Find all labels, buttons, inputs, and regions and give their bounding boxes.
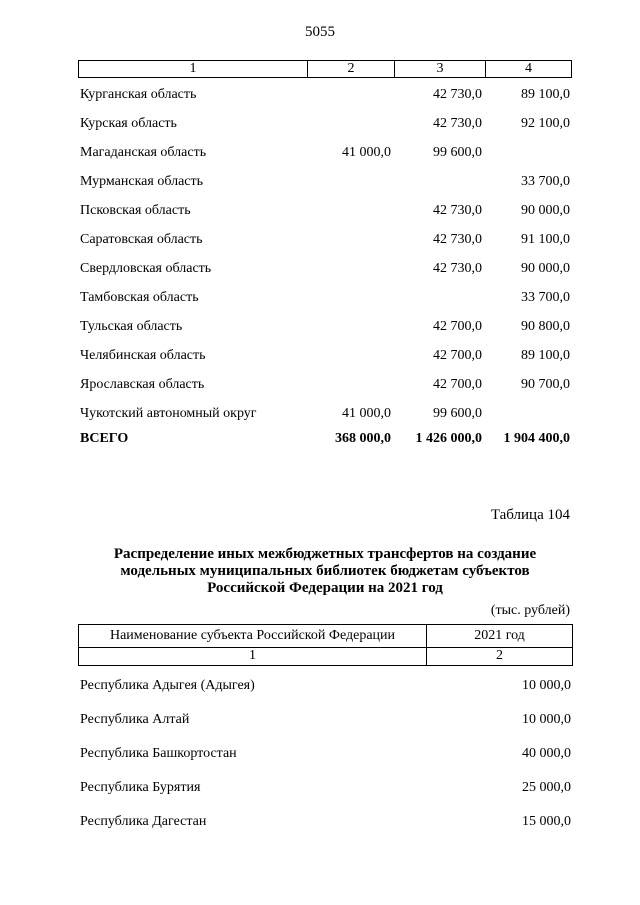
- total-col-3: 1 426 000,0: [415, 431, 482, 446]
- amount-value: 40 000,0: [522, 746, 571, 761]
- total-col-2: 368 000,0: [335, 431, 391, 446]
- value-col-2: 41 000,0: [342, 406, 391, 421]
- amount-value: 25 000,0: [522, 780, 571, 795]
- value-col-2: 41 000,0: [342, 145, 391, 160]
- region-name: Чукотский автономный округ: [80, 406, 257, 421]
- column-header-subject: Наименование субъекта Российской Федерации: [79, 625, 427, 647]
- value-col-4: 33 700,0: [521, 174, 570, 189]
- amount-value: 10 000,0: [522, 712, 571, 727]
- region-name: Курганская область: [80, 87, 197, 102]
- subject-name: Республика Адыгея (Адыгея): [80, 678, 255, 693]
- total-label: ВСЕГО: [80, 431, 129, 446]
- value-col-3: 99 600,0: [433, 406, 482, 421]
- table-row: [78, 810, 573, 844]
- table-row: [78, 371, 572, 400]
- value-col-4: 90 800,0: [521, 319, 570, 334]
- column-header-year: 2021 год: [474, 628, 525, 643]
- region-name: Псковская область: [80, 203, 191, 218]
- table-row: [78, 674, 573, 708]
- page-number: 5055: [305, 24, 335, 40]
- value-col-3: 42 700,0: [433, 319, 482, 334]
- table-title: [60, 546, 590, 597]
- column-number-1: 1: [79, 648, 427, 665]
- column-number-2: 2: [496, 648, 503, 663]
- table-row: [78, 226, 572, 255]
- value-col-4: 91 100,0: [521, 232, 570, 247]
- table1-col-3-number: 3: [395, 61, 486, 77]
- value-col-3: 42 700,0: [433, 348, 482, 363]
- table-row: [78, 284, 572, 313]
- table-row: [78, 110, 572, 139]
- amount-value: 10 000,0: [522, 678, 571, 693]
- table2-body: [78, 674, 573, 844]
- table-row: [78, 255, 572, 284]
- region-name: Мурманская область: [80, 174, 204, 189]
- region-name: Свердловская область: [80, 261, 212, 276]
- value-col-4: 90 000,0: [521, 203, 570, 218]
- table1-col-2-number: 2: [308, 61, 395, 77]
- region-name: Тульская область: [80, 319, 183, 334]
- value-col-4: 90 000,0: [521, 261, 570, 276]
- table-row: [78, 313, 572, 342]
- value-col-3: 42 730,0: [433, 261, 482, 276]
- table-title-line: Российской Федерации на 2021 год: [207, 580, 443, 596]
- value-col-3: 99 600,0: [433, 145, 482, 160]
- table2-column-numbers-row: [79, 647, 572, 665]
- table-row: [78, 168, 572, 197]
- table-row: [78, 139, 572, 168]
- region-name: Магаданская область: [80, 145, 207, 160]
- table-row: [78, 400, 572, 429]
- subject-name: Республика Дагестан: [80, 814, 207, 829]
- region-name: Курская область: [80, 116, 177, 131]
- table-title-line: Распределение иных межбюджетных трансфертов на создание: [113, 546, 537, 562]
- table-row: [78, 81, 572, 110]
- value-col-3: 42 730,0: [433, 116, 482, 131]
- subject-name: Республика Башкортостан: [80, 746, 237, 761]
- value-col-3: 42 730,0: [433, 203, 482, 218]
- subject-name: Республика Бурятия: [80, 780, 201, 795]
- value-col-4: 89 100,0: [521, 87, 570, 102]
- table-row: [78, 776, 573, 810]
- value-col-3: 42 700,0: [433, 377, 482, 392]
- total-col-4: 1 904 400,0: [503, 431, 570, 446]
- table1-col-4-number: 4: [525, 61, 532, 76]
- table2-header: [78, 624, 573, 666]
- table1-header-row: [78, 60, 572, 78]
- value-col-4: 33 700,0: [521, 290, 570, 305]
- table1-total-row: [78, 429, 572, 458]
- value-col-4: 89 100,0: [521, 348, 570, 363]
- table-row: [78, 197, 572, 226]
- subject-name: Республика Алтай: [80, 712, 190, 727]
- value-col-4: 90 700,0: [521, 377, 570, 392]
- table-row: [78, 342, 572, 371]
- region-name: Саратовская область: [80, 232, 203, 247]
- table-title-line: модельных муниципальных библиотек бюджетам субъектов: [120, 563, 530, 579]
- region-name: Тамбовская область: [80, 290, 199, 305]
- table1-body: [78, 81, 572, 458]
- table-row: [78, 708, 573, 742]
- region-name: Челябинская область: [80, 348, 206, 363]
- table1-col-1-number: 1: [79, 61, 308, 77]
- table-row: [78, 742, 573, 776]
- units-label: (тыс. рублей): [490, 603, 570, 618]
- table-number-label: Таблица 104: [490, 507, 570, 523]
- value-col-4: 92 100,0: [521, 116, 570, 131]
- amount-value: 15 000,0: [522, 814, 571, 829]
- region-name: Ярославская область: [80, 377, 205, 392]
- value-col-3: 42 730,0: [433, 87, 482, 102]
- table2-header-row: [79, 625, 572, 647]
- value-col-3: 42 730,0: [433, 232, 482, 247]
